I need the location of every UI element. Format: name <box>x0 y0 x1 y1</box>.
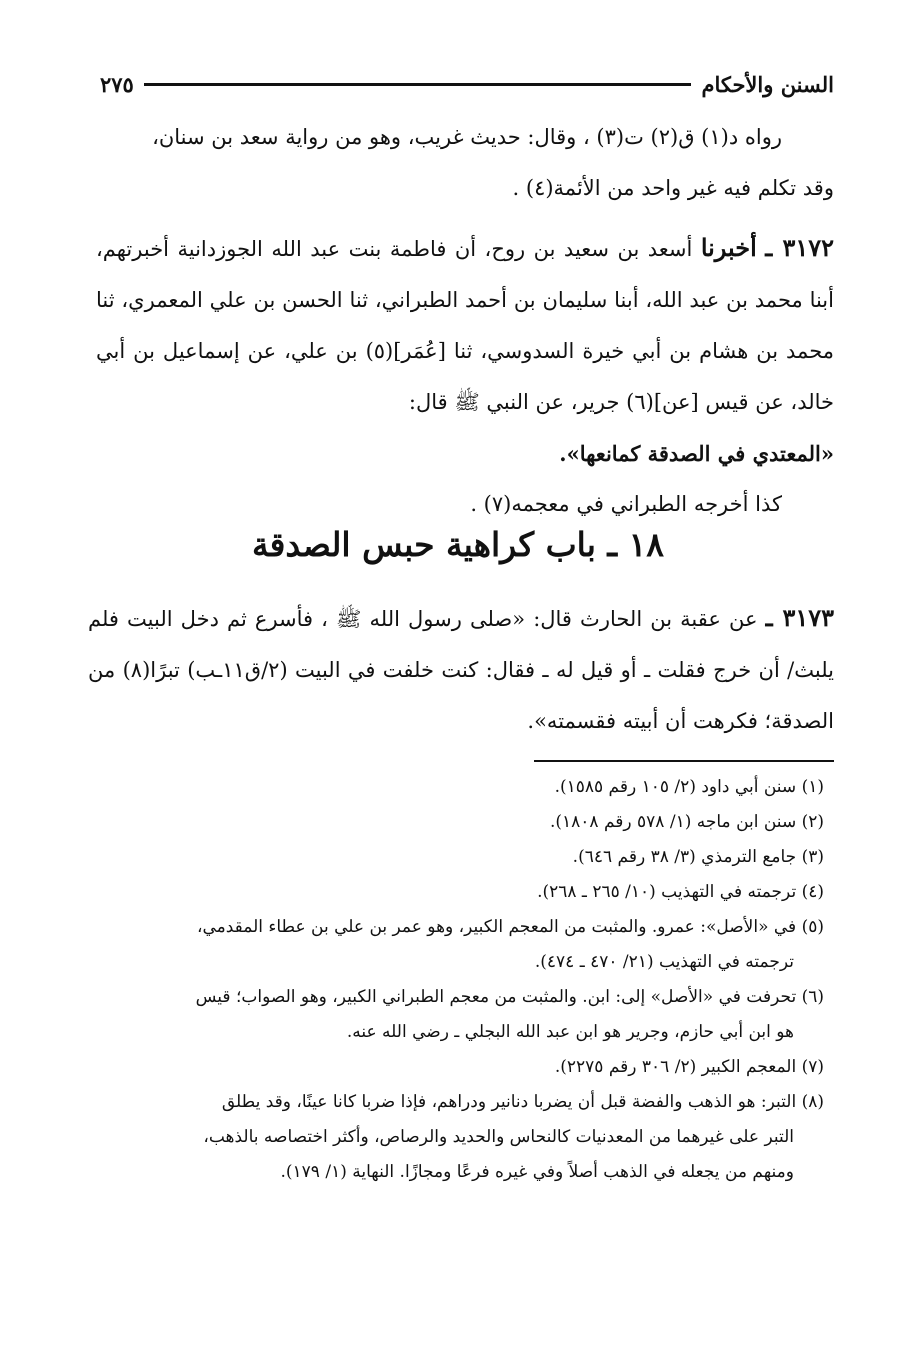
hadith-quote: «المعتدي في الصدقة كمانعها». <box>559 441 834 466</box>
main-text-2 <box>88 592 834 747</box>
hadith-number: ٣١٧٣ ـ <box>765 603 834 632</box>
hadith-number: ٣١٧٢ ـ <box>765 233 834 262</box>
page-number: ٢٧٥ <box>100 71 134 97</box>
footnote-8: (٨) التبر: هو الذهب والفضة قبل أن يضربا دنانير ودراهم، فإذا ضربا كانا عينًا، وقد يطلق <box>221 1092 824 1112</box>
footnote-2: (٢) سنن ابن ماجه (١/ ٥٧٨ رقم ١٨٠٨). <box>549 812 824 832</box>
footnote-8-cont-2: ومنهم من يجعله في الذهب أصلاً وفي غيره فرعًا ومجازًا. النهاية (١/ ١٧٩). <box>280 1162 794 1182</box>
chapter-heading: ١٨ ـ باب كراهية حبس الصدقة <box>251 525 665 564</box>
book-title: السنن والأحكام <box>701 71 834 97</box>
footnotes <box>92 770 824 1190</box>
footnote-divider <box>534 760 834 762</box>
intro-line-1: رواه د⁠(١) ق⁠(٢) ت⁠(٣) ، وقال: حديث غريب، وهو من رواية سعد بن سنان، <box>152 125 782 149</box>
hadith-3173 <box>88 592 834 747</box>
hadith-3172 <box>96 222 834 428</box>
footnote-6-cont: هو ابن أبي حازم، وجرير هو ابن عبد الله البجلي ـ رضي الله عنه. <box>346 1022 794 1042</box>
footnote-5-cont: ترجمته في التهذيب (٢١/ ٤٧٠ ـ ٤٧٤). <box>534 952 794 972</box>
footnote-5: (٥) في «الأصل»: عمرو. والمثبت من المعجم الكبير، وهو عمر بن علي بن عطاء المقدمي، <box>196 917 824 937</box>
running-header <box>100 66 834 102</box>
hadith-lead: أخبرنا <box>700 233 757 262</box>
footnote-6: (٦) تحرفت في «الأصل» إلى: ابن. والمثبت من معجم الطبراني الكبير، وهو الصواب؛ قيس <box>195 987 824 1007</box>
hadith-source: كذا أخرجه الطبراني في معجمه(٧) . <box>470 492 782 516</box>
intro-line-2: وقد تكلم فيه غير واحد من الأئمة(٤) . <box>512 176 834 200</box>
footnote-4: (٤) ترجمته في التهذيب (١٠/ ٢٦٥ ـ ٢٦٨). <box>537 882 824 902</box>
hadith-text: عن عقبة بن الحارث قال: «صلى رسول الله ﷺ ، فأسرع ثم دخل البيت فلم يلبث/ أن خرج فقلت ـ أو قيل له ـ فقال: كنت خلفت في البيت (٢/ق١١ـب) تبرًا(٨) من الصدقة؛ فكرهت أن أبيته فقسمته». <box>88 607 835 733</box>
header-rule <box>144 83 692 86</box>
footnote-3: (٣) جامع الترمذي (٣/ ٣٨ رقم ٦٤٦). <box>572 847 824 867</box>
footnote-7: (٧) المعجم الكبير (٢/ ٣٠٦ رقم ٢٢٧٥). <box>554 1057 824 1077</box>
footnote-1: (١) سنن أبي داود (٢/ ١٠٥ رقم ١٥٨٥). <box>554 777 824 797</box>
footnote-8-cont-1: التبر على غيرهما من المعدنيات كالنحاس والحديد والرصاص، وأكثر اختصاصه بالذهب، <box>203 1127 794 1147</box>
hadith-text: أسعد بن سعيد بن روح، أن فاطمة بنت عبد الله الجوزدانية أخبرتهم، أبنا محمد بن عبد الله، أبنا سليمان بن أحمد الطبراني، ثنا الحسن بن علي المعمري، ثنا محمد بن هشام بن أبي خيرة السدوسي، ثنا [عُمَر](٥) بن علي، عن إسماعيل بن أبي خالد، عن قيس [عن](٦) جرير، عن النبي ﷺ قال: <box>96 237 834 414</box>
main-text <box>96 112 834 530</box>
